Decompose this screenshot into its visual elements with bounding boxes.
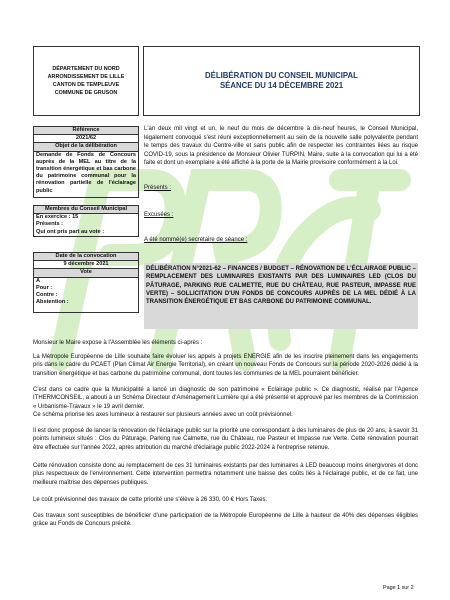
diagnostic-paragraph: C'est dans ce cadre que la Municipalité a lancé un diagnostic de son patrimoine « Eclairage public ». Ce diagnostic, réalisé par l'Agence ITHERMCONSEIL, a abouti à un Schéma Directeur d'Aménagement Lumière qui a été présenté et approuvé par les membres de la Commission « Urbanisme-Travaux » le 19 avril dernier.: [33, 387, 418, 410]
secretaire-label: A été nommé(e) secrétaire de séance :: [144, 237, 248, 243]
convocation-date: 9 décembre 2021: [34, 261, 138, 269]
proposal-paragraph: Il est donc proposé de lancer la rénovation de l'éclairage public sur la priorité une correspondant à des luminaires de plus de 20 ans, à savoir 31 points lumineux situés : Clos du Pâturage, Parking rue Calmette, rue du Château, rue Pasteur et Impasse rue Verte. Cette rénovation pourrait être effectuée sur l'année 2022, après attribution du marché d'éclairage public 2022-2024 à l'entreprise retenue.: [33, 428, 418, 451]
reference-value: 2021/62: [34, 135, 138, 143]
membres-box: [33, 205, 139, 237]
membres-presents: Présents :: [36, 221, 64, 228]
vote-a: A: [36, 277, 41, 284]
membres-exercice: En exercice : 15: [36, 214, 79, 221]
reference-box: [33, 126, 139, 198]
funding-paragraph: Ces travaux sont susceptibles de bénéficier d'une participation de la Métropole Européenne de Lille à hauteur de 40% des dépenses éligibles grâce au Fonds de Concours précité.: [33, 513, 418, 528]
mel-paragraph: La Métropole Européenne de Lille souhaite faire évoluer les appels à projets ENERGIE afin de les inscrire pleinement dans les engagements pris dans le cadre du PCAET (Plan Climat Air Energie Territorial), en créant un nouveau Fonds de Concours sur la période 2020-2026 dédié à la transition énergétique et bas carbone du patrimoine communal, dont toutes les communes de la MEL pourraient bénéficier.: [33, 354, 418, 377]
document-title-box: [143, 46, 420, 116]
deliberation-title: DÉLIBÉRATION N°2021-62 – FINANCES / BUDGET – RÉNOVATION DE L'ÉCLAIRAGE PUBLIC – REMPLACEMENT DES LUMINAIRES EXISTANTS PAR DES LUMINAIRES LED (CLOS DU PÂTURAGE, PARKING RUE CALMETTE, RUE DU CHÂTEAU, RUE PASTEUR, IMPASSE RUE VERTE) – SOLLICITATION D'UN FONDS DE CONCOURS AUPRÈS DE LA MEL DÉDIÉ À LA TRANSITION ÉNERGÉTIQUE ET BAS CARBONE DU PATRIMOINE COMMUNAL.: [144, 263, 418, 329]
commune-line: COMMUNE DE GRUSON: [54, 90, 118, 96]
convocation-box: [33, 252, 139, 313]
vote-abstention: Abstention :: [36, 299, 69, 306]
reference-title: Référence: [34, 127, 138, 135]
administrative-header: [33, 46, 139, 116]
cost-paragraph: Le coût prévisionnel des travaux de cette priorité une s'élève à 26 330, 00 € Hors Taxes.: [33, 497, 268, 503]
session-date: SÉANCE DU 14 DÉCEMBRE 2021: [219, 81, 344, 90]
expose-paragraph: Monsieur le Maire expose à l'Assemblée les éléments ci-après :: [33, 340, 203, 346]
presents-label: Présents :: [144, 185, 172, 191]
objet-title: Objet de la délibération: [34, 143, 138, 151]
document-title: DÉLIBÉRATION DU CONSEIL MUNICIPAL: [205, 71, 358, 80]
intro-paragraph: L'an deux mil vingt et un, le neuf du mois de décembre à dix-neuf heures, le Conseil Municipal, légalement convoqué s'est réuni exceptionnellement au sein de la nouvelle salle polyvalente pendant le temps des travaux du Centre-ville et sans public afin de respecter les contraintes liées au risque COVID-19, sous la présidence de Monsieur Olivier TURPIN, Maire, suite à la convocation qui lui a été faite et dont un exemplaire a été affiché à la porte de la Mairie provisoire conformément à la Loi.: [144, 126, 418, 167]
department-line: DÉPARTEMENT DU NORD: [52, 66, 120, 72]
renovation-paragraph: Cette rénovation consiste donc au remplacement de ces 31 luminaires existants par des luminaires à LED beaucoup moins énergivores et donc plus respectueux de l'environnement. Cette intervention permettra notamment une baisse des coûts liés à l'éclairage public, et de ce fait, une meilleure maîtrise des dépenses publiques.: [33, 463, 418, 486]
schema-paragraph: Ce schéma priorise les axes lumineux à restaurer sur plusieurs années avec un coût prévisionnel.: [33, 412, 293, 418]
membres-title: Membres du Conseil Municipal: [34, 206, 138, 214]
membres-votants: Qui ont pris part au vote :: [36, 228, 105, 235]
objet-text: Demande de Fonds de Concours auprès de la MEL au titre de la transition énergétique et bas carbone du patrimoine communal pour la rénovation partielle de l'éclairage public: [36, 151, 136, 194]
vote-title: Vote: [34, 269, 138, 277]
convocation-title: Date de la convocation: [34, 253, 138, 261]
vote-contre: Contre :: [36, 292, 58, 299]
canton-line: CANTON DE TEMPLEUVE: [52, 82, 120, 88]
vote-pour: Pour :: [36, 284, 53, 291]
page-number: Page 1 sur 2: [383, 585, 414, 591]
arrondissement-line: ARRONDISSEMENT DE LILLE: [47, 74, 125, 80]
excuses-label: Excusées :: [144, 212, 174, 218]
